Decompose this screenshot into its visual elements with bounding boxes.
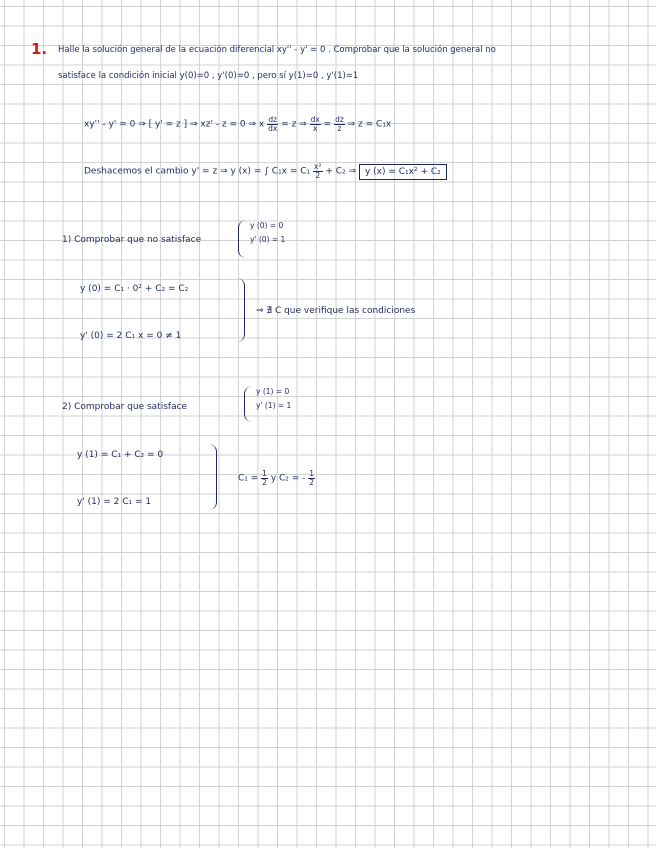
part2-equation-1: y (1) = C₁ + C₂ = 0	[77, 450, 164, 460]
part1-equations-brace	[236, 278, 245, 342]
fraction-dz-z: $\frac{dz}{z}$	[335, 115, 344, 133]
part1-condition-1: y (0) = 0	[250, 221, 284, 230]
part2-condition-2: y' (1) = 1	[256, 401, 292, 411]
part2-conditions	[256, 385, 291, 414]
part1-equation-1: y (0) = C₁ · 0² + C₂ = C₂	[80, 284, 189, 294]
solution-line-2	[84, 163, 447, 179]
part2-result	[238, 470, 315, 486]
part1-equation-2: y' (0) = 2 C₁ x = 0 ≠ 1	[80, 331, 182, 341]
fraction-dz-dx: $\frac{dz}{dx}$	[268, 115, 278, 133]
fraction-x2-2: $\frac{\text{x²}}{2}$	[314, 162, 322, 180]
solution-line-1	[84, 116, 391, 132]
solution-line-2-start: Deshacemos el cambio y' = z ⇒ y (x) = ∫ C₁x = C₁	[84, 166, 311, 177]
solution-line-1-equals: =	[323, 119, 332, 130]
part2-result-c2: y C₂ = -	[270, 473, 306, 484]
solution-line-2-mid: + C₂ ⇒	[325, 166, 357, 177]
part2-conditions-brace	[244, 386, 253, 422]
part1-conditions	[250, 219, 285, 248]
part1-condition-2: y' (0) = 1	[250, 235, 286, 245]
fraction-dx-x: $\frac{dx}{x}$	[310, 115, 320, 133]
solution-line-1-end: ⇒ z = C₁x	[347, 119, 392, 130]
part2-label: 2) Comprobar que satisface	[62, 402, 188, 412]
solution-line-1-mid: = z ⇒	[281, 119, 307, 130]
problem-number: 1.	[31, 40, 48, 58]
part2-equation-2: y' (1) = 2 C₁ = 1	[77, 497, 152, 507]
part1-conclusion: ⇒ ∄ C que verifique las condiciones	[256, 306, 416, 316]
general-solution-box: y (x) = C₁x² + C₂	[359, 164, 447, 180]
part2-result-c1: C₁ =	[238, 473, 259, 484]
part1-label: 1) Comprobar que no satisface	[62, 235, 202, 245]
part2-condition-1: y (1) = 0	[256, 387, 290, 396]
solution-line-1-start: xy'' - y' = 0 ⇒ [ y' = z ] ⇒ xz' - z = 0 ⇒ x	[84, 119, 265, 130]
part2-equations-brace	[208, 444, 217, 510]
fraction-one-half: $\frac{1}{2}$	[262, 469, 267, 487]
fraction-minus-one-half: $\frac{1}{2}$	[309, 469, 315, 487]
problem-statement-line1: Halle la solución general de la ecuación diferencial xy'' - y' = 0 . Comprobar que la solución general no	[58, 45, 496, 55]
problem-statement-line2: satisface la condición inicial y(0)=0 , y'(0)=0 , pero sí y(1)=0 , y'(1)=1	[58, 71, 359, 81]
part1-conditions-brace	[238, 220, 247, 258]
